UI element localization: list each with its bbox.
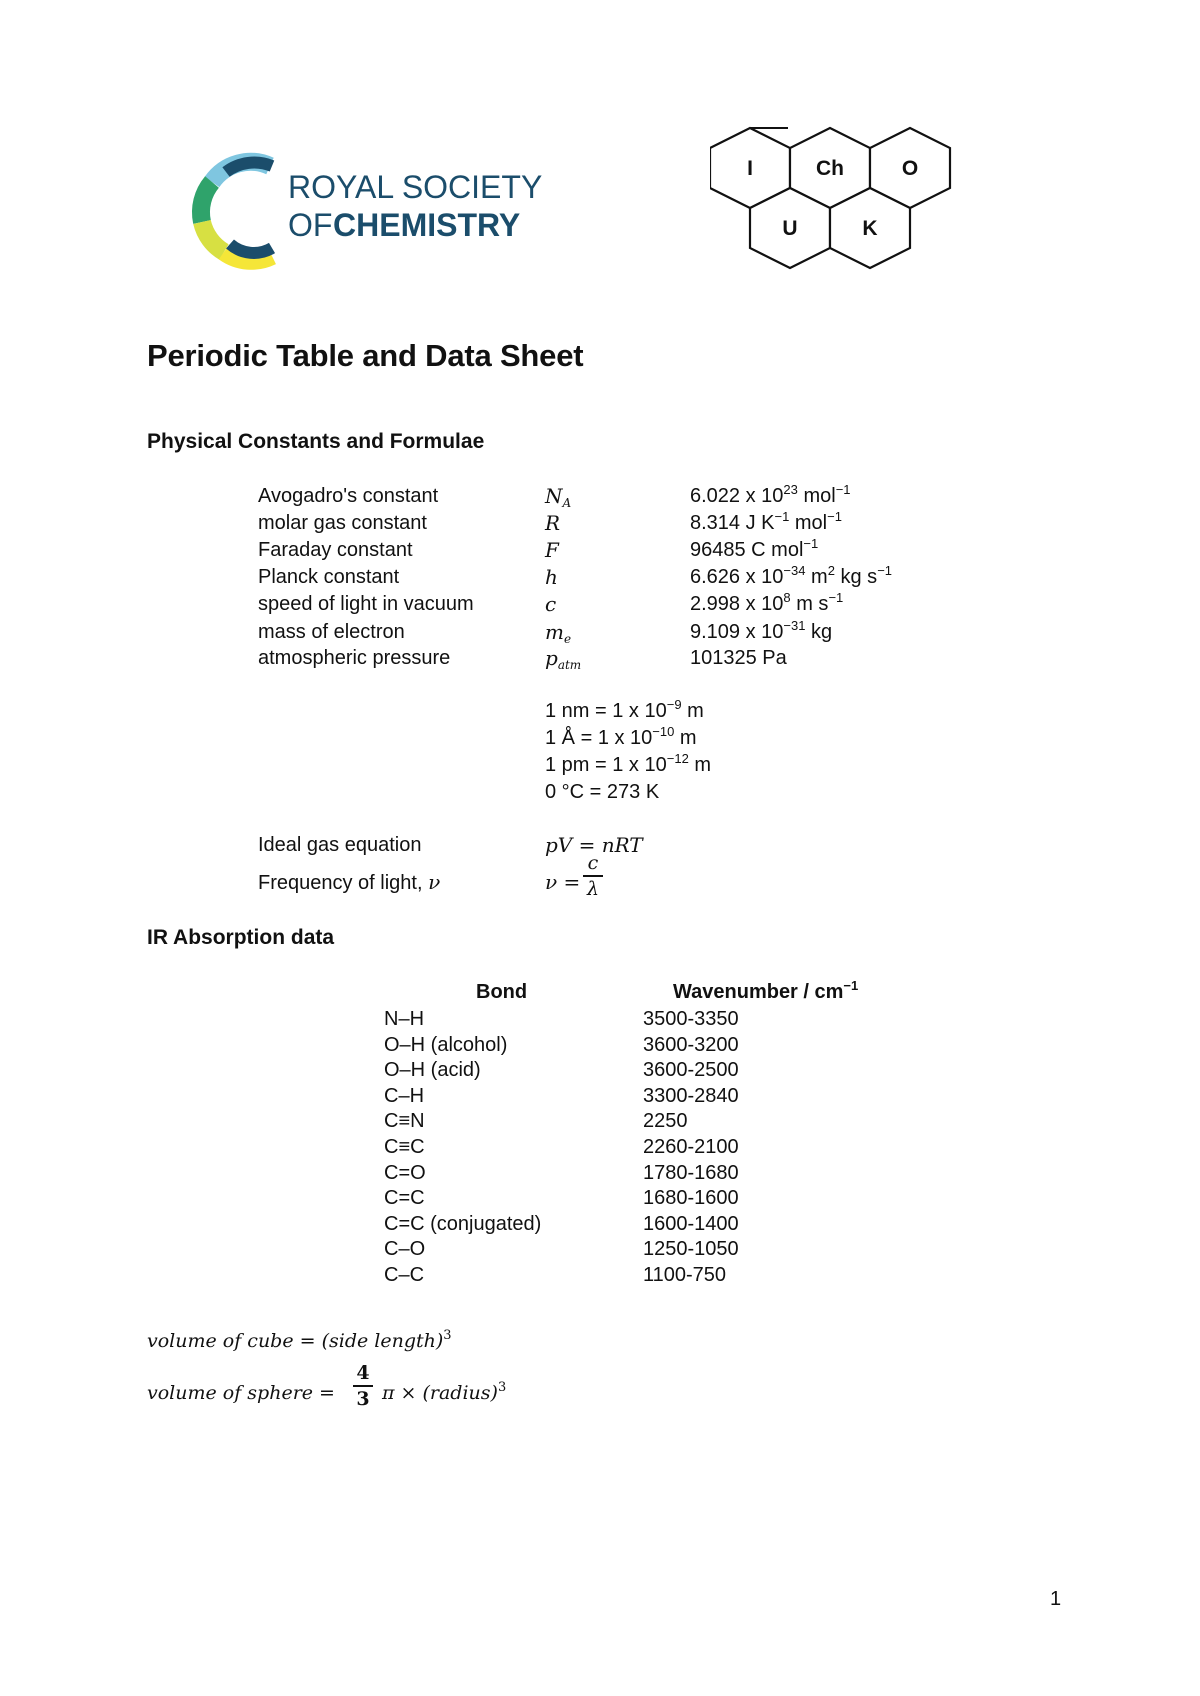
conversion-unit: m xyxy=(681,700,704,722)
hex-label-i: I xyxy=(747,157,753,180)
constant-unit-exp: −1 xyxy=(835,482,851,497)
constant-value-text: 6.022 x 10 xyxy=(690,485,784,507)
constant-name: Planck constant xyxy=(258,566,400,588)
ir-wavenumber-cell: 2260-2100 xyxy=(643,1136,739,1158)
constant-unit: mol xyxy=(797,485,836,507)
constant-name: Faraday constant xyxy=(258,539,413,561)
ir-bond-cell: C≡C xyxy=(384,1136,425,1158)
conversion-unit: m xyxy=(688,754,712,776)
ir-header-bond: Bond xyxy=(476,981,528,1003)
constant-symbol xyxy=(545,619,571,648)
frequency-symbol: ν xyxy=(428,870,441,894)
ir-wavenumber-cell: 1250-1050 xyxy=(643,1238,739,1261)
rsc-emblem-icon xyxy=(180,152,580,270)
constant-symbol-letter: p xyxy=(545,646,558,670)
constant-value xyxy=(690,645,787,671)
constant-value xyxy=(690,619,832,647)
page-number: 1 xyxy=(1050,1588,1062,1610)
ir-bond-cell: C–H xyxy=(384,1084,425,1107)
cube-volume-formula xyxy=(147,1330,452,1352)
page-title: Periodic Table and Data Sheet xyxy=(147,338,584,373)
constant-unit-exp: −1 xyxy=(827,509,842,524)
ir-bond-cell: C=C (conjugated) xyxy=(384,1212,542,1235)
sphere-formula-lhs: volume of sphere = xyxy=(147,1382,335,1404)
constant-symbol-letter: c xyxy=(545,592,557,616)
sphere-fraction xyxy=(353,1362,373,1410)
constant-unit-exp: 2 xyxy=(827,563,835,578)
frequency-numerator: c xyxy=(587,852,599,874)
ir-bond-cell: C=C xyxy=(384,1187,425,1210)
constant-value-exp: 23 xyxy=(783,482,798,497)
ir-header-wavenumber xyxy=(673,978,859,1004)
constant-value-text: 6.626 x 10 xyxy=(690,566,784,588)
constant-name: atmospheric pressure xyxy=(258,647,451,669)
section-heading-ir: IR Absorption data xyxy=(147,926,335,949)
constant-value-text: 96485 C mol xyxy=(690,539,804,561)
constant-unit: m s xyxy=(790,593,829,615)
constant-value-text: 8.314 J K xyxy=(690,512,775,534)
constant-unit: mol xyxy=(789,512,828,534)
constant-value-exp: 8 xyxy=(783,590,791,605)
conversion-row xyxy=(545,725,697,753)
constant-name: molar gas constant xyxy=(258,512,427,534)
constant-symbol xyxy=(545,537,559,563)
constant-unit-tail: kg s xyxy=(834,566,878,588)
ir-wavenumber-cell: 1100-750 xyxy=(643,1264,727,1286)
icho-uk-logo xyxy=(710,124,970,292)
ideal-gas-equation: pV = nRT xyxy=(545,833,643,857)
constant-value xyxy=(690,591,843,619)
section-heading-constants: Physical Constants and Formulae xyxy=(147,430,485,453)
ir-bond-cell: N–H xyxy=(384,1008,425,1030)
constant-symbol-letter: F xyxy=(545,538,559,562)
constant-name: Avogadro's constant xyxy=(258,485,439,507)
constant-symbol xyxy=(545,483,571,512)
fraction-bar xyxy=(583,875,603,877)
constant-symbol xyxy=(545,645,581,674)
ir-bond-cell: O–H (alcohol) xyxy=(384,1033,508,1056)
ir-bond-cell: O–H (acid) xyxy=(384,1059,481,1082)
sphere-formula-exp: 3 xyxy=(497,1380,507,1395)
constant-unit: kg xyxy=(805,621,833,643)
ir-wavenumber-cell: 3300-2840 xyxy=(643,1084,739,1107)
ir-header-exp: −1 xyxy=(843,978,859,993)
sphere-denominator: 3 xyxy=(356,1387,370,1410)
constant-symbol-letter: m xyxy=(545,620,564,644)
hex-label-ch: Ch xyxy=(816,157,844,180)
constant-unit-exp: −1 xyxy=(828,590,844,605)
rsc-logo xyxy=(180,152,580,270)
conversion-exp: −9 xyxy=(666,697,682,712)
conversion-row xyxy=(545,698,704,726)
constant-symbol xyxy=(545,510,560,536)
hex-label-u: U xyxy=(782,217,798,240)
ir-wavenumber-cell: 1600-1400 xyxy=(643,1212,739,1235)
rsc-line1: ROYAL SOCIETY xyxy=(288,169,543,205)
constant-symbol-letter: h xyxy=(545,565,558,589)
constant-value-text: 2.998 x 10 xyxy=(690,593,784,615)
constant-value-exp: −34 xyxy=(783,563,806,578)
ir-wavenumber-cell: 1780-1680 xyxy=(643,1161,739,1184)
constant-value-text: 101325 Pa xyxy=(690,647,787,669)
constant-value xyxy=(690,483,851,511)
constant-symbol xyxy=(545,564,558,590)
ir-bond-cell: C–O xyxy=(384,1238,426,1261)
constant-symbol-letter: N xyxy=(545,484,563,508)
conversion-exp: −12 xyxy=(666,751,689,766)
conversion-text: 1 pm = 1 x 10 xyxy=(545,754,667,776)
frequency-label-text: Frequency of light, xyxy=(258,872,423,894)
constant-value xyxy=(690,564,892,592)
frequency-denominator: λ xyxy=(586,877,600,900)
constant-value xyxy=(690,537,818,565)
constant-symbol-sub: atm xyxy=(557,658,582,672)
ideal-gas-label: Ideal gas equation xyxy=(258,834,422,856)
conversion-text: 1 Å = 1 x 10 xyxy=(545,727,653,749)
constant-symbol-letter: R xyxy=(545,511,561,535)
constant-value-exp: −31 xyxy=(783,618,806,633)
conversion-text: 1 nm = 1 x 10 xyxy=(545,700,667,722)
constant-value-exp: −1 xyxy=(803,536,819,551)
conversion-row xyxy=(545,752,711,780)
ir-wavenumber-cell: 3500-3350 xyxy=(643,1008,739,1030)
constant-unit: m xyxy=(805,566,828,588)
fraction-bar xyxy=(353,1385,373,1387)
constant-unit-tail-exp: −1 xyxy=(877,563,893,578)
frequency-lhs: ν = xyxy=(545,870,581,894)
sphere-formula-rhs-wrap xyxy=(382,1382,506,1404)
ir-bond-cell: C≡N xyxy=(384,1110,425,1133)
constant-symbol xyxy=(545,591,556,617)
frequency-label xyxy=(258,869,440,896)
cube-formula-text: volume of cube = (side length) xyxy=(147,1330,444,1352)
constant-symbol-sub: e xyxy=(563,632,572,646)
frequency-fraction xyxy=(583,852,603,900)
sphere-volume-formula xyxy=(147,1382,335,1404)
constant-value-exp: −1 xyxy=(774,509,790,524)
hexagon-logo-icon xyxy=(710,124,970,292)
conversion-row xyxy=(545,779,659,805)
rsc-line2-chemistry: CHEMISTRY xyxy=(333,207,521,243)
ir-wavenumber-cell: 1680-1600 xyxy=(643,1187,739,1210)
constant-value-text: 9.109 x 10 xyxy=(690,621,784,643)
ir-wavenumber-cell: 2250 xyxy=(643,1110,688,1133)
sphere-formula-rhs: π × (radius) xyxy=(382,1382,498,1404)
constant-value xyxy=(690,510,842,538)
sphere-numerator: 4 xyxy=(356,1362,370,1384)
constant-symbol-sub: A xyxy=(562,496,572,510)
conversion-unit: m xyxy=(674,727,697,749)
hex-label-o: O xyxy=(901,157,919,180)
conversion-text: 0 °C = 273 K xyxy=(545,781,660,803)
ir-wavenumber-cell: 3600-3200 xyxy=(643,1033,739,1056)
ir-bond-cell: C–C xyxy=(384,1264,425,1286)
ir-wavenumber-cell: 3600-2500 xyxy=(643,1059,739,1082)
constant-name: mass of electron xyxy=(258,621,405,643)
conversion-exp: −10 xyxy=(652,724,675,739)
rsc-line2-of: OF xyxy=(288,207,333,243)
constant-name: speed of light in vacuum xyxy=(258,593,474,615)
hex-label-k: K xyxy=(862,217,878,240)
ir-bond-cell: C=O xyxy=(384,1161,426,1184)
cube-formula-exp: 3 xyxy=(443,1328,452,1343)
ir-header-wavenumber-text: Wavenumber / cm xyxy=(673,981,844,1003)
